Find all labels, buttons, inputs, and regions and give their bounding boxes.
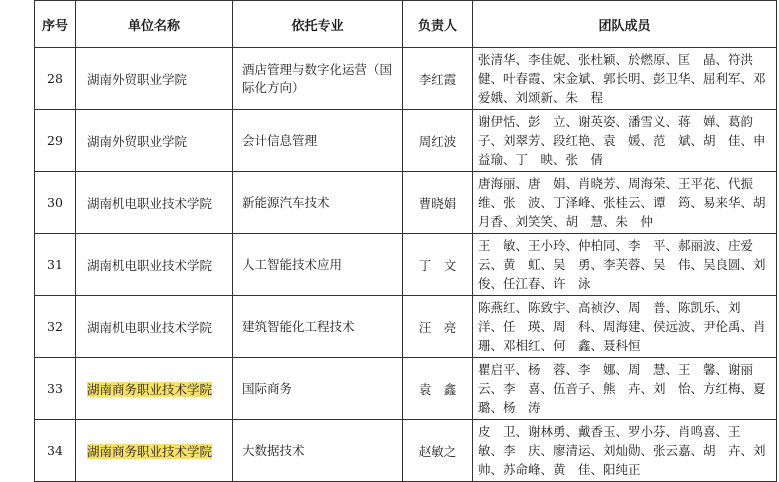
table-row (35, 110, 777, 172)
row-team: 唐海丽、唐 娟、肖晓芳、周海荣、王平花、代振维、张 波、丁泽峰、张桂云、谭 筠、易来华、胡月香、刘笑笑、胡 慧、朱 仲 (473, 172, 777, 234)
unit-name: 湖南外贸职业学院 (87, 133, 188, 149)
header-major: 依托专业 (233, 1, 403, 48)
table-body (35, 48, 777, 482)
row-leader: 袁 鑫 (403, 358, 473, 420)
row-no: 32 (35, 296, 76, 358)
table-row (35, 420, 777, 482)
row-no: 30 (35, 172, 76, 234)
unit-name: 湖南机电职业技术学院 (87, 319, 213, 335)
row-major: 大数据技术 (233, 420, 403, 482)
row-major: 国际商务 (233, 358, 403, 420)
unit-name-highlighted: 湖南商务职业技术学院 (87, 381, 213, 397)
unit-name: 湖南机电职业技术学院 (87, 257, 213, 273)
row-unit (76, 358, 233, 420)
row-major: 建筑智能化工程技术 (233, 296, 403, 358)
row-unit (76, 172, 233, 234)
row-leader: 丁 文 (403, 234, 473, 296)
row-no: 29 (35, 110, 76, 172)
row-major: 会计信息管理 (233, 110, 403, 172)
unit-name: 湖南机电职业技术学院 (87, 195, 213, 211)
row-leader: 赵敏之 (403, 420, 473, 482)
header-row (35, 1, 777, 48)
row-major: 新能源汽车技术 (233, 172, 403, 234)
table-row (35, 172, 777, 234)
row-team: 皮 卫、谢林勇、戴香玉、罗小芬、肖鸣喜、王 敏、李 庆、廖清运、刘灿勋、张云嘉、胡 卉、刘 帅、苏命峰、黄 佳、阳纯正 (473, 420, 777, 482)
row-unit (76, 48, 233, 110)
row-no: 33 (35, 358, 76, 420)
row-major: 酒店管理与数字化运营（国际化方向） (233, 48, 403, 110)
row-unit (76, 234, 233, 296)
row-team: 陈燕红、陈致宇、高祯汐、周 普、陈凯乐、刘 洋、任 瑛、周 科、周海建、侯远波、尹伦禹、肖 珊、邓相红、何 鑫、聂科恒 (473, 296, 777, 358)
row-major: 人工智能技术应用 (233, 234, 403, 296)
row-unit (76, 296, 233, 358)
row-no: 28 (35, 48, 76, 110)
table-row (35, 234, 777, 296)
row-no: 31 (35, 234, 76, 296)
table-row (35, 296, 777, 358)
unit-name: 湖南外贸职业学院 (87, 71, 188, 87)
table-row (35, 48, 777, 110)
header-unit: 单位名称 (76, 1, 233, 48)
row-leader: 汪 亮 (403, 296, 473, 358)
row-team: 瞿启平、杨 蓉、李 娜、周 慧、王 馨、谢丽云、李 喜、伍音子、熊 卉、刘 怡、方红梅、夏 璐、杨 涛 (473, 358, 777, 420)
header-team: 团队成员 (473, 1, 777, 48)
header-leader: 负责人 (403, 1, 473, 48)
row-team: 谢伊恬、彭 立、谢英姿、潘雪义、蒋 婵、葛韵子、刘翠芳、段红艳、袁 媛、范 斌、胡 佳、申益瑜、丁 映、张 倩 (473, 110, 777, 172)
row-unit (76, 110, 233, 172)
table-row (35, 358, 777, 420)
unit-name-highlighted: 湖南商务职业技术学院 (87, 443, 213, 459)
team-table (34, 0, 777, 482)
row-no: 34 (35, 420, 76, 482)
row-team: 王 敏、王小玲、仲柏同、李 平、郝丽波、庄爱云、黄 虹、吴 勇、李芙蓉、吴 伟、吴良圆、刘 俊、任江春、许 泳 (473, 234, 777, 296)
header-no: 序号 (35, 1, 76, 48)
row-team: 张清华、李佳妮、张杜颖、於燃原、匡 晶、符洪健、叶春霞、宋金斌、郭长明、彭卫华、屈利军、邓爱娥、刘颂新、朱 程 (473, 48, 777, 110)
row-leader: 周红波 (403, 110, 473, 172)
row-leader: 曹晓娟 (403, 172, 473, 234)
row-unit (76, 420, 233, 482)
row-leader: 李红霞 (403, 48, 473, 110)
